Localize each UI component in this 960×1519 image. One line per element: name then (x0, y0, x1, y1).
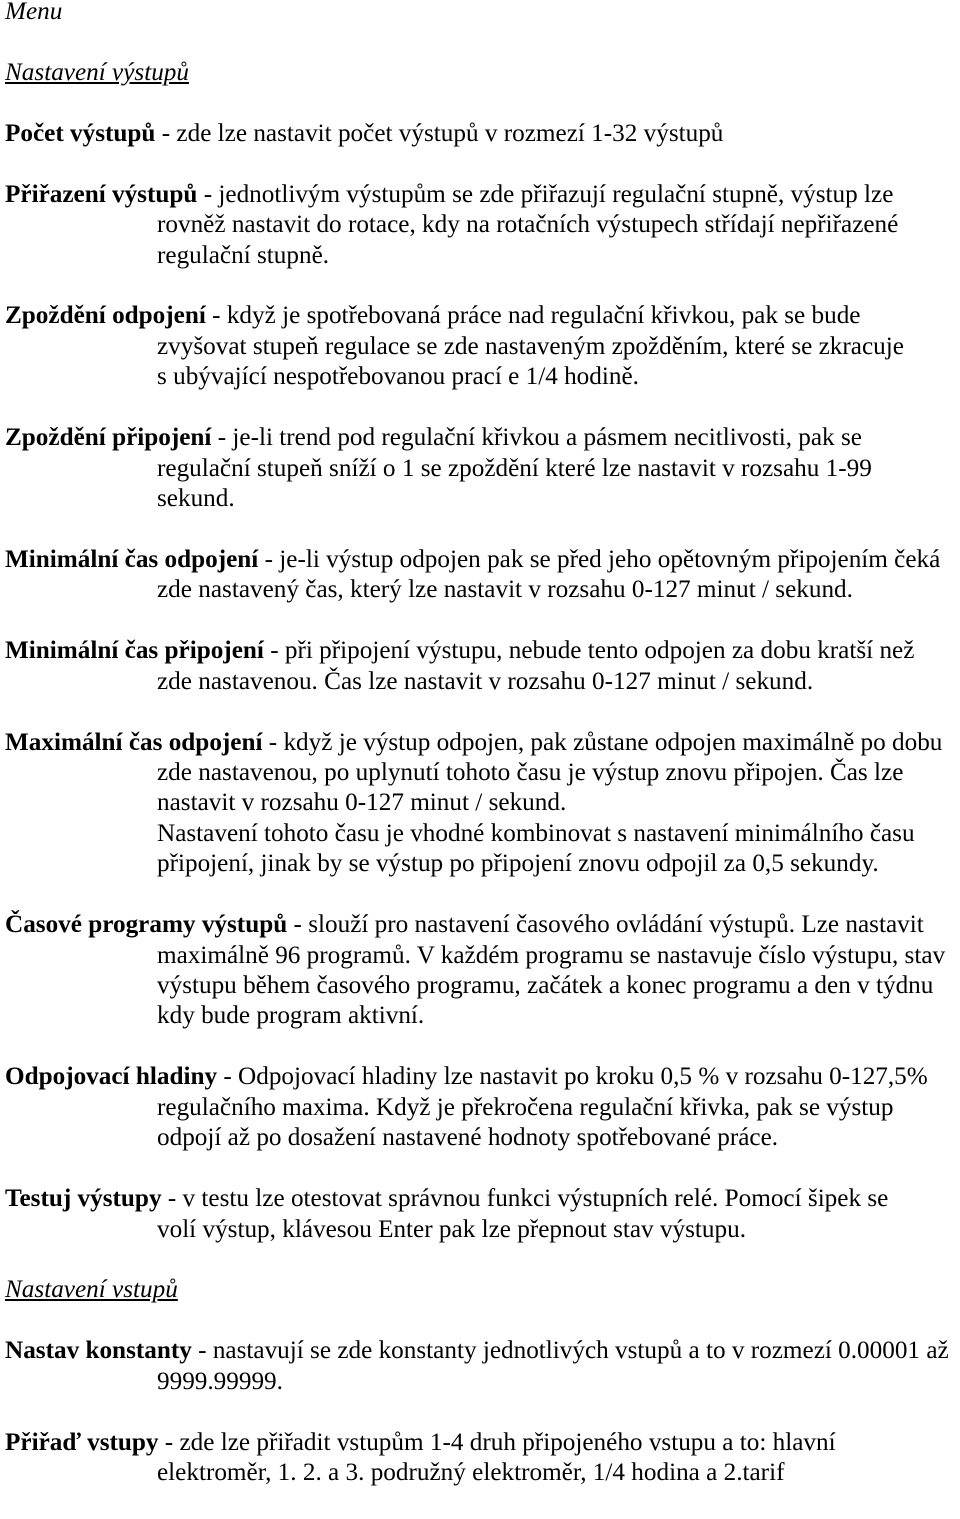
item-description-line: nastavit v rozsahu 0-127 minut / sekund. (157, 789, 567, 817)
section-heading-block (5, 58, 960, 88)
item-description-line: zde nastavenou. Čas lze nastavit v rozsahu 0-127 minut / sekund. (157, 667, 814, 695)
item-first-line (5, 1428, 960, 1458)
item-term: Počet výstupů (5, 119, 156, 147)
item-first-line (5, 301, 960, 331)
item-first-line (5, 1062, 960, 1092)
item-max-disconnect-time (5, 728, 960, 880)
item-term: Časové programy výstupů (5, 911, 288, 939)
item-first-line (5, 1336, 960, 1366)
item-description-line: rovněž nastavit do rotace, kdy na rotačních výstupech střídají nepřiřazené (157, 211, 899, 239)
item-description: - jednotlivým výstupům se zde přiřazují regulační stupně, výstup lze (203, 180, 894, 208)
item-first-line (5, 728, 960, 758)
item-output-assignment (5, 180, 960, 271)
item-first-line (5, 1184, 960, 1214)
section-heading-inputs: Nastavení vstupů (5, 1276, 178, 1304)
section-heading-outputs: Nastavení výstupů (5, 58, 189, 86)
item-description-line: volí výstup, klávesou Enter pak lze přepnout stav výstupu. (157, 1215, 747, 1243)
item-description-line: s ubývající nespotřebovanou prací e 1/4 hodině. (157, 363, 639, 391)
item-description: - nastavují se zde konstanty jednotlivých vstupů a to v rozmezí 0.00001 až (198, 1337, 949, 1365)
item-description: - je-li trend pod regulační křivkou a pásmem necitlivosti, pak se (217, 424, 862, 452)
item-description-line: připojení, jinak by se výstup po připojení znovu odpojil za 0,5 sekundy. (157, 850, 879, 878)
item-description: - je-li výstup odpojen pak se před jeho opětovným připojením čeká (264, 545, 941, 573)
item-term: Minimální čas připojení (5, 637, 264, 665)
item-description: - v testu lze otestovat správnou funkci výstupních relé. Pomocí šipek se (167, 1185, 889, 1213)
item-description: - zde lze nastavit počet výstupů v rozmezí 1-32 výstupů (161, 119, 724, 147)
item-description: - když je výstup odpojen, pak zůstane odpojen maximálně po dobu (268, 728, 943, 756)
document-page (5, 0, 960, 1519)
item-term: Minimální čas odpojení (5, 545, 259, 573)
item-description-line: zde nastavenou, po uplynutí tohoto času je výstup znovu připojen. Čas lze (157, 758, 904, 786)
item-set-constants (5, 1336, 960, 1397)
item-term: Testuj výstupy (5, 1185, 162, 1213)
item-first-line (5, 636, 960, 666)
item-description: - Odpojovací hladiny lze nastavit po kroku 0,5 % v rozsahu 0-127,5% (223, 1063, 928, 1091)
item-description-line: regulačního maxima. Když je překročena regulační křivka, pak se výstup (157, 1093, 894, 1121)
item-term: Zpoždění odpojení (5, 302, 206, 330)
item-description: - slouží pro nastavení časového ovládání výstupů. Lze nastavit (293, 911, 924, 939)
item-term: Maximální čas odpojení (5, 728, 263, 756)
item-description: - když je spotřebovaná práce nad regulační křivkou, pak se bude (212, 302, 861, 330)
item-first-line (5, 119, 960, 149)
item-min-disconnect-time (5, 545, 960, 606)
item-description-line: regulační stupeň sníží o 1 se zpoždění které lze nastavit v rozsahu 1-99 (157, 454, 872, 482)
item-term: Zpoždění připojení (5, 424, 212, 452)
item-description-line: kdy bude program aktivní. (157, 1002, 425, 1030)
item-description-line: maximálně 96 programů. V každém programu se nastavuje číslo výstupu, stav (157, 941, 946, 969)
item-term: Nastav konstanty (5, 1337, 192, 1365)
section-heading-block (5, 1275, 960, 1305)
item-first-line (5, 910, 960, 940)
item-connect-delay (5, 423, 960, 514)
item-description-line: odpojí až po dosažení nastavené hodnoty spotřebované práce. (157, 1124, 779, 1152)
item-assign-inputs (5, 1428, 960, 1489)
item-description-line: elektroměr, 1. 2. a 3. podružný elektroměr, 1/4 hodina a 2.tarif (157, 1459, 785, 1486)
menu-title-block (5, 0, 960, 27)
item-first-line (5, 423, 960, 453)
item-description-line: výstupu během časového programu, začátek a konec programu a den v týdnu (157, 972, 934, 999)
item-test-outputs (5, 1184, 960, 1245)
item-description-line: zde nastavený čas, který lze nastavit v rozsahu 0-127 minut / sekund. (157, 576, 853, 604)
item-output-count (5, 119, 960, 149)
menu-title: Menu (5, 0, 63, 25)
item-term: Přiřazení výstupů (5, 180, 198, 208)
item-description-line: Nastavení tohoto času je vhodné kombinovat s nastavení minimálního času (157, 819, 915, 847)
item-description-line: sekund. (157, 485, 235, 512)
item-description-line: 9999.99999. (157, 1367, 283, 1395)
item-disconnect-levels (5, 1062, 960, 1153)
item-term: Odpojovací hladiny (5, 1063, 218, 1091)
item-first-line (5, 180, 960, 210)
item-first-line (5, 545, 960, 575)
item-min-connect-time (5, 636, 960, 697)
item-output-time-programs (5, 910, 960, 1032)
item-disconnect-delay (5, 301, 960, 392)
item-description-line: zvyšovat stupeň regulace se zde nastaveným zpožděním, které se zkracuje (157, 332, 904, 360)
item-term: Přiřaď vstupy (5, 1428, 159, 1456)
item-description: - při připojení výstupu, nebude tento odpojen za dobu kratší než (270, 637, 915, 665)
item-description: - zde lze přiřadit vstupům 1-4 druh připojeného vstupu a to: hlavní (164, 1428, 836, 1456)
item-description-line: regulační stupně. (157, 241, 330, 269)
